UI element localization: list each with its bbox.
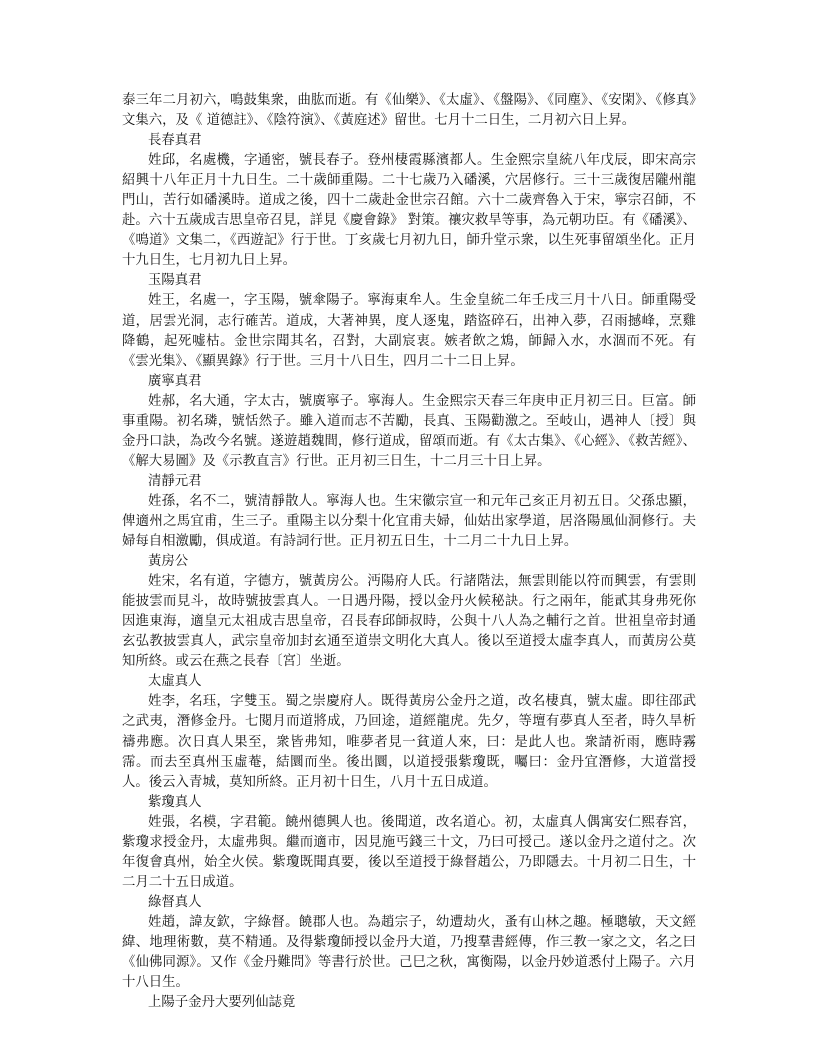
section-heading: 玉陽真君 [148, 273, 202, 289]
paragraph: 姓趙，諱友欽，字綠督。饒郡人也。為趙宗子，幼遭劫火，蚤有山林之趣。極聰敏，天文經緯、地理術數，莫不精通。及得紫瓊師授以金丹大道，乃搜羣書經傳，作三教一家之文，名之曰《仙佛同源》。又作《金丹難問》等書行於世。己巳之秋，寓衡陽，以金丹妙道悉付上陽子。六月十八日生。 [122, 914, 696, 991]
section-heading: 長春真君 [148, 133, 202, 149]
section-heading: 太虛真人 [148, 674, 202, 690]
paragraph: 姓孫，名不二，號清靜散人。寧海人也。生宋徽宗宣一和元年己亥正月初五日。父孫忠顯，俾適州之馬宜甫，生三子。重陽主以分梨十化宜甫夫婦，仙姑出家學道，居洛陽風仙洞修行。夫婦每自相激勵，俱成道。有詩詞行世。正月初五日生，十二月二十九日上昇。 [122, 493, 696, 550]
paragraph: 姓邱，名處機，字通密，號長春子。登州棲霞縣濱都人。生金熙宗皇統八年戊辰，即宋高宗紹興十八年正月十九日生。二十歲師重陽。二十七歲乃入磻溪，穴居修行。三十三歲復居隴州龍門山，苦行如磻溪時。道成之後，四十二歲赴金世宗召館。六十二歲齊魯入于宋，寧宗召師，不赴。六十五歲成吉思皇帝召見，詳見《慶會錄》 對策。禳灾救旱等事，為元朝功臣。有《磻溪》、《鳴道》文集二，《西遊記》行于世。丁亥歲七月初九日，師升堂示衆，以生死事留頌坐化。正月十九日生，七月初九日上昇。 [122, 153, 696, 269]
paragraph: 姓郝，名大通，字太古，號廣寧子。寧海人。生金熙宗天春三年庚申正月初三日。巨富。師事重陽。初名璘，號恬然子。雖入道而志不苦勵，長真、玉陽勸激之。至岐山，遇神人〔授〕與金丹口訣，為改今名號。遂遊趙魏間，修行道成，留頌而逝。有《太古集》、《心經》、《救苦經》、《解大易圖》及《示教直言》行世。正月初三日生，十二月三十日上昇。 [122, 393, 696, 469]
section-heading: 清靜元君 [148, 473, 202, 489]
paragraph: 姓張，名模，字君範。饒州德興人也。後聞道，改名道心。初，太虛真人偶寓安仁熙春宮，紫瓊求授金丹，太虛弗與。繼而適市，因見施丐錢三十文，乃曰可授己。遂以金丹之道付之。次年復會真州，始全火侯。紫瓊既聞真要，後以至道授于綠督趙公，乃即隱去。十月初二日生，十二月二十五日成道。 [122, 814, 696, 890]
section-heading: 紫瓊真人 [148, 794, 202, 810]
paragraph: 姓宋，名有道，字德方，號黃房公。沔陽府人氏。行諸階法，無雲則能以符而興雲，有雲則能披雲而見斗，故時號披雲真人。一日遇丹陽，授以金丹火候秘訣。行之兩年，能貳其身弗死你因進東海，適皇元太祖成吉思皇帝，召長春邱師叔時，公與十八人為之輔行之首。世祖皇帝封通玄弘教披雲真人，武宗皇帝加封玄通至道崇文明化大真人。後以至道授太虛李真人，而黃房公莫知所終。或云在燕之長春〔宮〕坐逝。 [122, 574, 696, 670]
paragraph-continuation: 泰三年二月初六，鳴鼓集衆，曲肱而逝。有《仙樂》、《太虛》、《盤陽》、《同塵》、《安閑》、《修真》文集六，及《 道德註》、《陰符演》、《黃庭述》留世。七月十二日生，二月初六日上昇。 [122, 93, 696, 129]
section-heading: 廣寧真君 [148, 373, 202, 389]
section-heading: 綠督真人 [148, 894, 202, 910]
document-page [122, 91, 696, 1013]
section-heading: 黃房公 [148, 554, 189, 570]
paragraph: 姓李，名珏，字雙玉。蜀之崇慶府人。既得黃房公金丹之道，改名棲真，號太虛。即往邵武之武夷，潛修金丹。七閱月而道將成，乃回途，道經龍虎。先夕，等壇有夢真人至者，時久旱析禱弗應。次日真人果至，衆皆弗知，唯夢者見一貧道人來，曰：是此人也。衆請祈雨，應時霧霈。而去至真州玉虛菴，結圜而坐。後出圜，以道授張紫瓊既，囑曰：金丹宜潛修，大道當授人。後云入青城，莫知所終。正月初十日生，八月十五日成道。 [122, 694, 696, 790]
paragraph: 姓王，名處一，字玉陽，號傘陽子。寧海東牟人。生金皇統二年壬戌三月十八日。師重陽受道，居雲光洞，志行確苦。道成，大著神異，度人逐鬼，踏盜碎石，出神入夢，召雨撼峰，烹雞降鶴，起死嘘枯。金世宗聞其名，召對，大副宸衷。嫉者飲之鴆，師歸入水，水涸而不死。有《雲光集》、《顯異錄》行于世。三月十八日生，四月二十二日上昇。 [122, 293, 696, 369]
closing-line: 上陽子金丹大要列仙誌竟 [148, 995, 296, 1011]
